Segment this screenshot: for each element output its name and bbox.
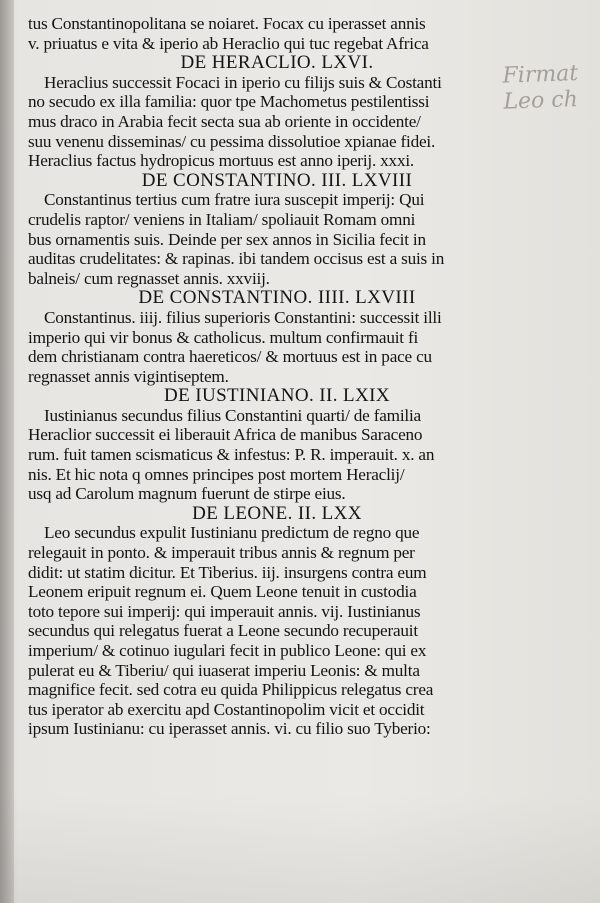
text-line: suu venenu disseminas/ cu pessima dissolutioe xpianae fidei. (28, 131, 436, 151)
text-line: secundus qui relegatus fuerat a Leone secundo recuperauit (28, 621, 418, 641)
text-line: tus Constantinopolitana se noiaret. Focax cu iperasset annis (28, 14, 426, 33)
text-line: tus iperator ab exercitu apd Costantinopolim vicit et occidit (28, 699, 425, 719)
text-line: no secudo ex illa familia: quor tpe Machometus pestilentissi (28, 92, 430, 112)
text-line: relegauit in ponto. & imperauit tribus annis & regnum per (28, 543, 415, 563)
text-line: Leo secundus expulit Iustinianu predictum de regno que (44, 523, 420, 543)
text-line: imperium/ & cotinuo iugulari fecit in publico Leone: qui ex (28, 641, 427, 660)
text-line: mus draco in Arabia fecit secta sua ab oriente in occidente/ (28, 111, 421, 131)
text-line: Constantinus. iiij. filius superioris Constantini: successit illi (44, 307, 442, 327)
text-line: pulerat eu & Tiberiu/ qui iuaserat imperiu Leonis: & multa (28, 660, 420, 680)
text-line: Leonem eripuit regnum ei. Quem Leone tenuit in custodia (28, 582, 417, 602)
text-line: imperio qui vir bonus & catholicus. multum confirmauit fi (28, 327, 419, 347)
text-line: didit: ut statim dicitur. Et Tiberius. iij. insurgens contra eum (28, 562, 427, 582)
text-line: ipsum Iustinianu: cu iperasset annis. vi. cu filio suo Tyberio: (28, 719, 431, 739)
text-line: usq ad Carolum magnum fuerunt de stirpe eius. (28, 484, 346, 504)
section-heading: DE LEONE. II. LXX (192, 503, 362, 524)
text-line: Iustinianus secundus filius Constantini quarti/ de familia (44, 405, 421, 425)
text-line: Heraclius successit Focaci in iperio cu filijs suis & Costanti (44, 72, 442, 92)
text-line: regnasset annis vigintiseptem. (28, 366, 229, 386)
text-line: Heraclior successit ei liberauit Africa de manibus Saraceno (28, 425, 423, 445)
page-bottom-stain (0, 795, 600, 903)
section-heading: DE CONSTANTINO. IIII. LXVIII (138, 288, 416, 308)
text-line: Constantinus tertius cum fratre iura suscepit imperij: Qui (44, 190, 425, 210)
section-heading: DE IUSTINIANO. II. LXIX (163, 386, 391, 406)
text-line: nis. Et hic nota q omnes principes post mortem Heraclij/ (28, 464, 405, 484)
book-spine-shadow (0, 0, 14, 903)
text-line: magnifice fecit. sed cotra eu quida Philippicus relegatus crea (28, 680, 434, 700)
section-heading: DE CONSTANTINO. III. LXVIII (141, 170, 413, 191)
section-heading: DE HERACLIO. LXVI. (180, 53, 374, 73)
text-line: crudelis raptor/ veniens in Italiam/ spoliauit Romam omni (28, 209, 416, 229)
text-line: v. priuatus e vita & iperio ab Heraclio qui tuc regebat Africa (28, 33, 429, 53)
text-line: Heraclius factus hydropicus mortuus est anno iperij. xxxi. (28, 151, 415, 171)
text-line: toto tepore sui imperij: qui imperauit annis. vij. Iustinianus (28, 601, 421, 621)
text-block (28, 14, 526, 739)
text-line: balneis/ cum regnasset annis. xxviij. (28, 268, 270, 288)
margin-note-line: Leo ch (503, 87, 579, 115)
text-line: bus ornamentis suis. Deinde per sex annos in Sicilia fecit in (28, 229, 426, 249)
text-line: dem christianam contra haereticos/ & mortuus est in pace cu (28, 347, 432, 367)
margin-note-line: Firmat (502, 60, 579, 89)
text-line: auditas crudelitates: & rapinas. ibi tandem occisus est a suis in (28, 249, 445, 269)
text-line: rum. fuit tamen scismaticus & infestus: P. R. imperauit. x. an (28, 445, 435, 465)
